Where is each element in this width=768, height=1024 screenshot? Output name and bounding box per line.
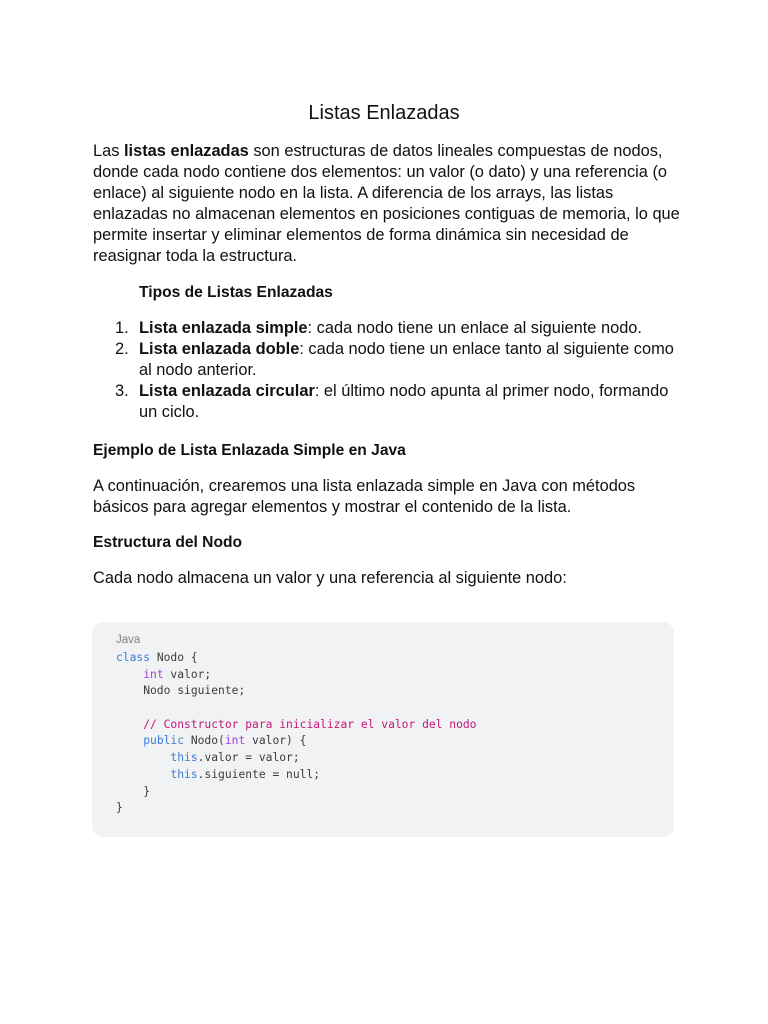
code-line [116, 717, 476, 734]
list-item-number: 2. [115, 339, 129, 358]
list-item [93, 339, 683, 381]
code-token-plain [116, 718, 143, 731]
list-item-term: Lista enlazada circular [139, 381, 315, 400]
code-token-type: int [224, 734, 246, 748]
page-title: Listas Enlazadas [308, 102, 460, 124]
code-line [116, 733, 476, 750]
list-item-term: Lista enlazada doble [139, 339, 300, 358]
list-item-term: Lista enlazada simple [139, 319, 308, 337]
list-item-number: 3. [115, 381, 129, 400]
example-paragraph: A continuación, crearemos una lista enlazada simple en Java con métodos básicos para agregar elementos y mostrar el contenido de la lista. [93, 477, 636, 516]
code-token-plain: .siguiente = null; [197, 767, 321, 781]
example-heading: Ejemplo de Lista Enlazada Simple en Java [93, 442, 406, 459]
code-token-plain: .valor = valor; [197, 751, 300, 765]
code-token-keyword: this [170, 751, 198, 765]
code-token-plain: } [116, 784, 151, 798]
code-line [116, 683, 476, 700]
code-token-plain [116, 734, 143, 747]
code-language-label: Java [116, 634, 141, 646]
list-item-text: : cada nodo tiene un enlace tanto al siguiente como al nodo anterior. [139, 339, 674, 379]
code-token-plain [116, 751, 170, 764]
code-line [116, 667, 476, 684]
code-token-plain [116, 668, 143, 681]
list-item [93, 318, 683, 339]
code-line [116, 800, 476, 817]
code-token-plain: Nodo { [150, 651, 198, 664]
code-token-keyword: class [116, 651, 151, 664]
list-item [93, 381, 683, 423]
code-block [92, 622, 674, 837]
intro-paragraph [93, 141, 683, 266]
types-heading: Tipos de Listas Enlazadas [139, 284, 333, 301]
code-content[interactable] [116, 650, 476, 817]
structure-paragraph: Cada nodo almacena un valor y una referencia al siguiente nodo: [93, 569, 567, 587]
code-line [116, 700, 476, 717]
code-token-plain: Nodo siguiente; [116, 684, 246, 698]
code-line [116, 750, 476, 767]
list-item-text: : el último nodo apunta al primer nodo, formando un ciclo. [139, 381, 669, 421]
structure-heading: Estructura del Nodo [93, 534, 243, 551]
code-token-plain: valor) { [245, 734, 307, 748]
code-token-plain: } [116, 801, 123, 815]
code-line [116, 650, 476, 667]
types-list [93, 318, 683, 423]
intro-bold-term: listas enlazadas [123, 142, 249, 160]
code-token-keyword: public [143, 734, 185, 748]
code-token-keyword: this [170, 767, 198, 781]
intro-prefix: Las [93, 142, 124, 160]
intro-body: son estructuras de datos lineales compuestas de nodos, donde cada nodo contiene dos elementos: un valor (o dato) y una referencia (o enlace) al siguiente nodo en la lista. A diferencia de los arrays, las listas enlazadas no almacenan elementos en posiciones contiguas de memoria, lo que permite insertar y eliminar elementos de forma dinámica sin necesidad de reasignar toda la estructura. [93, 142, 680, 265]
code-line [116, 784, 476, 801]
code-token-plain: valor; [163, 667, 212, 681]
list-item-number: 1. [115, 319, 129, 337]
code-line [116, 767, 476, 784]
code-token-plain [116, 768, 170, 781]
code-token-plain: Nodo( [184, 734, 225, 748]
code-token-type: int [143, 667, 164, 681]
code-token-comment: // Constructor para inicializar el valor del nodo [143, 717, 477, 731]
list-item-text: : cada nodo tiene un enlace al siguiente nodo. [307, 319, 642, 337]
